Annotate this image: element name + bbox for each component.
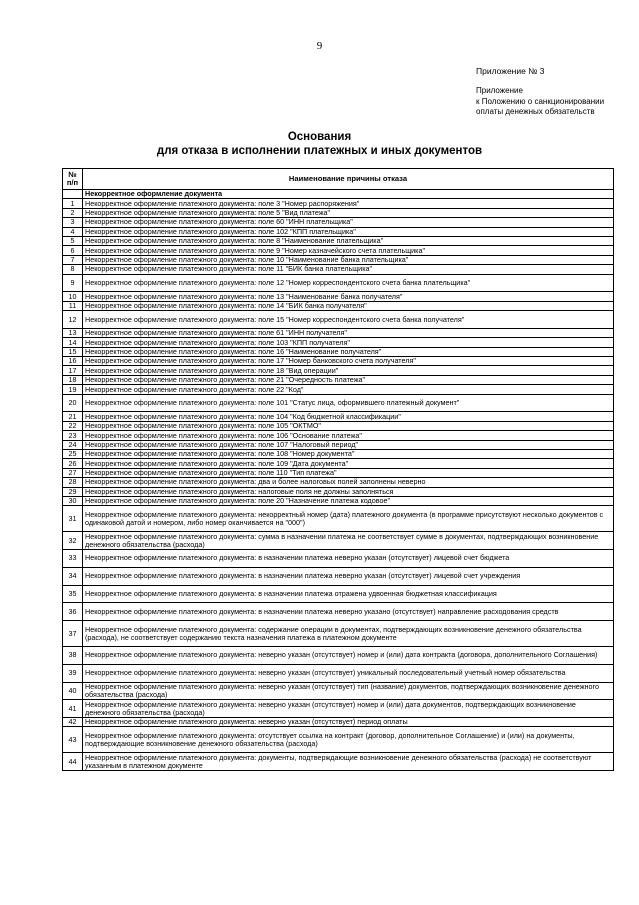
row-reason: Некорректное оформление платежного документа: поле 103 "КПП получателя" <box>83 338 614 347</box>
table-row <box>63 664 614 682</box>
row-number: 1 <box>63 199 83 208</box>
row-number: 22 <box>63 421 83 430</box>
table-row <box>63 366 614 375</box>
document-title <box>0 130 639 158</box>
row-number: 7 <box>63 255 83 264</box>
row-reason: Некорректное оформление платежного документа: поле 105 "ОКТМО" <box>83 421 614 430</box>
row-number: 26 <box>63 459 83 468</box>
row-number: 38 <box>63 646 83 664</box>
table-row <box>63 468 614 477</box>
header-number: № п/п <box>63 169 83 190</box>
table-row <box>63 227 614 236</box>
table-row <box>63 236 614 245</box>
table-row <box>63 431 614 440</box>
row-reason: Некорректное оформление платежного документа: поле 5 "Вид платежа" <box>83 208 614 217</box>
row-number: 43 <box>63 727 83 753</box>
row-reason: Некорректное оформление платежного документа: неверно указан (отсутствует) период оплаты <box>83 718 614 727</box>
table-row <box>63 421 614 430</box>
title-line-1: Основания <box>287 131 352 143</box>
row-number: 21 <box>63 412 83 421</box>
row-number: 42 <box>63 718 83 727</box>
row-reason: Некорректное оформление платежного документа: поле 104 "Код бюджетной классификации" <box>83 412 614 421</box>
page-number: 9 <box>316 40 323 52</box>
table-row <box>63 274 614 292</box>
section-row <box>63 190 614 199</box>
row-number: 35 <box>63 585 83 603</box>
table-body <box>63 190 614 771</box>
table-header-row <box>63 169 614 190</box>
table-row <box>63 338 614 347</box>
row-number: 5 <box>63 236 83 245</box>
row-number: 12 <box>63 311 83 329</box>
table-row <box>63 487 614 496</box>
row-reason: Некорректное оформление платежного документа: сумма в назначении платежа не соответствует сумме в документах, подтверждающих возникновение денежного обязательства (расхода) <box>83 532 614 550</box>
row-number: 19 <box>63 385 83 394</box>
row-reason: Некорректное оформление платежного документа: поле 110 "Тип платежа" <box>83 468 614 477</box>
row-number: 37 <box>63 621 83 647</box>
row-number: 33 <box>63 549 83 567</box>
row-reason: Некорректное оформление платежного документа: налоговые поля не должны заполняться <box>83 487 614 496</box>
table-row <box>63 567 614 585</box>
table-row <box>63 700 614 718</box>
row-reason: Некорректное оформление платежного документа: неверно указан (отсутствует) номер и (или) дата контракта (договора, дополнительного Соглашения) <box>83 646 614 664</box>
row-reason: Некорректное оформление платежного документа: поле 101 "Статус лица, оформившего платежный документ" <box>83 394 614 412</box>
row-reason: Некорректное оформление платежного документа: поле 21 "Очередность платежа" <box>83 375 614 384</box>
row-reason: Некорректное оформление платежного документа: в назначении платежа неверно указан (отсутствует) лицевой счет учреждения <box>83 567 614 585</box>
row-reason: Некорректное оформление платежного документа: отсутствует ссылка на контракт (договор, дополнительное Соглашение) и (или) на документы, подтверждающие возникновение денежного обязательства (расхода) <box>83 727 614 753</box>
table-row <box>63 255 614 264</box>
row-reason: Некорректное оформление платежного документа: содержание операции в документах, подтверждающих возникновение денежного обязательства (расхода), не соответствует содержанию текста назначения платежа в платежном документе <box>83 621 614 647</box>
table-row <box>63 506 614 532</box>
table-row <box>63 621 614 647</box>
table-row <box>63 682 614 700</box>
table-row <box>63 412 614 421</box>
row-reason: Некорректное оформление платежного документа: поле 60 "ИНН плательщика" <box>83 218 614 227</box>
row-reason: Некорректное оформление платежного документа: поле 17 "Номер банковского счета получателя" <box>83 357 614 366</box>
row-reason: Некорректное оформление платежного документа: поле 14 "БИК банка получателя" <box>83 301 614 310</box>
row-number: 27 <box>63 468 83 477</box>
row-number: 8 <box>63 265 83 274</box>
table-row <box>63 496 614 505</box>
row-number: 34 <box>63 567 83 585</box>
table-row <box>63 292 614 301</box>
row-number: 36 <box>63 603 83 621</box>
row-reason: Некорректное оформление платежного документа: поле 13 "Наименование банка получателя" <box>83 292 614 301</box>
row-reason: Некорректное оформление платежного документа: поле 20 "Назначение платежа кодовое" <box>83 496 614 505</box>
row-number: 41 <box>63 700 83 718</box>
row-reason: Некорректное оформление платежного документа: поле 61 "ИНН получателя" <box>83 328 614 337</box>
row-number: 11 <box>63 301 83 310</box>
row-number: 13 <box>63 328 83 337</box>
row-reason: Некорректное оформление платежного документа: документы, подтверждающие возникновение денежного обязательства (расхода) не соответствуют указанным в платежном документе <box>83 753 614 771</box>
row-reason: Некорректное оформление платежного документа: поле 11 "БИК банка плательщика" <box>83 265 614 274</box>
row-number: 3 <box>63 218 83 227</box>
row-reason: Некорректное оформление платежного документа: неверно указан (отсутствует) уникальный последовательный учетный номер обязательства <box>83 664 614 682</box>
row-number: 4 <box>63 227 83 236</box>
table-row <box>63 385 614 394</box>
row-number: 30 <box>63 496 83 505</box>
row-reason: Некорректное оформление платежного документа: поле 102 "КПП плательщика" <box>83 227 614 236</box>
header-reason: Наименование причины отказа <box>83 169 614 190</box>
table-row <box>63 646 614 664</box>
row-number: 23 <box>63 431 83 440</box>
table-row <box>63 218 614 227</box>
row-reason: Некорректное оформление платежного документа: поле 3 "Номер распоряжения" <box>83 199 614 208</box>
row-reason: Некорректное оформление платежного документа: поле 22 "Код" <box>83 385 614 394</box>
row-number: 9 <box>63 274 83 292</box>
row-number: 14 <box>63 338 83 347</box>
section-label: Некорректное оформление документа <box>83 190 614 199</box>
row-reason: Некорректное оформление платежного документа: неверно указан (отсутствует) тип (название) документов, подтверждающих возникновение денежного обязательства (расхода) <box>83 682 614 700</box>
table-row <box>63 357 614 366</box>
table-row <box>63 347 614 356</box>
row-reason: Некорректное оформление платежного документа: поле 18 "Вид операции" <box>83 366 614 375</box>
row-number: 40 <box>63 682 83 700</box>
refusal-reasons-table <box>62 168 614 771</box>
row-number: 20 <box>63 394 83 412</box>
table-row <box>63 208 614 217</box>
row-reason: Некорректное оформление платежного документа: поле 9 "Номер казначейского счета плательщика" <box>83 246 614 255</box>
row-reason: Некорректное оформление платежного документа: поле 106 "Основание платежа" <box>83 431 614 440</box>
appendix-note: Приложение к Положению о санкционировании оплаты денежных обязательств <box>476 86 605 116</box>
table-row <box>63 301 614 310</box>
table-row <box>63 328 614 337</box>
row-reason: Некорректное оформление платежного документа: в назначении платежа отражена удвоенная бюджетная классификация <box>83 585 614 603</box>
table-row <box>63 585 614 603</box>
row-number: 29 <box>63 487 83 496</box>
row-reason: Некорректное оформление платежного документа: поле 15 "Номер корреспондентского счета банка получателя" <box>83 311 614 329</box>
row-number: 24 <box>63 440 83 449</box>
row-reason: Некорректное оформление платежного документа: поле 107 "Налоговый период" <box>83 440 614 449</box>
table-row <box>63 727 614 753</box>
section-num-cell <box>63 190 83 199</box>
table-row <box>63 246 614 255</box>
table-row <box>63 440 614 449</box>
row-reason: Некорректное оформление платежного документа: поле 12 "Номер корреспондентского счета банка плательщика" <box>83 274 614 292</box>
row-number: 15 <box>63 347 83 356</box>
table-row <box>63 394 614 412</box>
row-reason: Некорректное оформление платежного документа: в назначении платежа неверно указано (отсутствует) направление расходования средств <box>83 603 614 621</box>
row-reason: Некорректное оформление платежного документа: в назначении платежа неверно указан (отсутствует) лицевой счет бюджета <box>83 549 614 567</box>
row-number: 32 <box>63 532 83 550</box>
table-row <box>63 549 614 567</box>
table-row <box>63 375 614 384</box>
row-reason: Некорректное оформление платежного документа: поле 10 "Наименование банка плательщика" <box>83 255 614 264</box>
row-reason: Некорректное оформление платежного документа: два и более налоговых полей заполнены неверно <box>83 478 614 487</box>
row-number: 17 <box>63 366 83 375</box>
row-number: 25 <box>63 449 83 458</box>
row-number: 39 <box>63 664 83 682</box>
title-line-2: для отказа в исполнении платежных и иных документов <box>156 145 483 157</box>
table-row <box>63 459 614 468</box>
table-row <box>63 478 614 487</box>
table-row <box>63 603 614 621</box>
table-row <box>63 449 614 458</box>
row-number: 31 <box>63 506 83 532</box>
row-reason: Некорректное оформление платежного документа: поле 109 "Дата документа" <box>83 459 614 468</box>
table-row <box>63 311 614 329</box>
row-reason: Некорректное оформление платежного документа: неверно указан (отсутствует) номер и (или) дата документов, подтверждающих возникновение денежного обязательства (расхода) <box>83 700 614 718</box>
row-number: 44 <box>63 753 83 771</box>
row-number: 28 <box>63 478 83 487</box>
row-number: 6 <box>63 246 83 255</box>
table-row <box>63 753 614 771</box>
row-number: 2 <box>63 208 83 217</box>
row-reason: Некорректное оформление платежного документа: поле 8 "Наименование плательщика" <box>83 236 614 245</box>
row-reason: Некорректное оформление платежного документа: некорректный номер (дата) платежного документа (в программе присутствуют несколько документов с одинаковой датой и номером, либо номер оканчивается на "000") <box>83 506 614 532</box>
table-row <box>63 199 614 208</box>
row-number: 10 <box>63 292 83 301</box>
appendix-number: Приложение № 3 <box>476 66 545 76</box>
table-row <box>63 265 614 274</box>
row-number: 16 <box>63 357 83 366</box>
row-reason: Некорректное оформление платежного документа: поле 16 "Наименование получателя" <box>83 347 614 356</box>
row-number: 18 <box>63 375 83 384</box>
row-reason: Некорректное оформление платежного документа: поле 108 "Номер документа" <box>83 449 614 458</box>
table-row <box>63 718 614 727</box>
table-row <box>63 532 614 550</box>
